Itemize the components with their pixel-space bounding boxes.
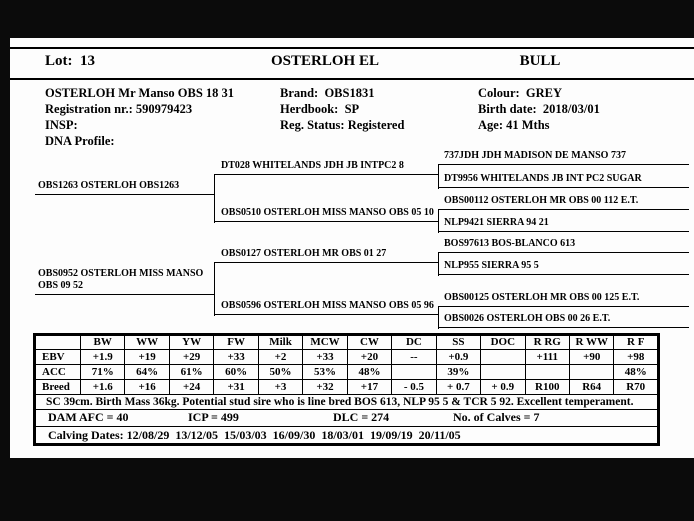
pedigree-connector [214,263,215,316]
pedigree-parent: OBS0952 OSTERLOH MISS MANSO OBS 09 52 [35,268,214,295]
ebv-cell: 39% [436,365,480,380]
header-bottom-rule [10,78,694,80]
ebv-cell: +111 [525,350,569,365]
ebv-cell: +0.9 [436,350,480,365]
ebv-cell: +98 [614,350,659,365]
pedigree-great-grandparent: 737JDH JDH MADISON DE MANSO 737 [438,150,689,165]
sex-label: BULL [519,53,561,69]
ebv-cell [525,365,569,380]
ebv-row-label: Breed [35,380,81,395]
ebv-cell: + 0.7 [436,380,480,395]
header-top-rule [10,47,694,49]
pedigree-connector [438,165,439,189]
animal-name: OSTERLOH Mr Manso OBS 18 31 [45,86,235,100]
ebv-cell: 48% [614,365,659,380]
birth-date-field: Birth date: 2018/03/01 [478,102,600,116]
pedigree-grandparent: OBS0596 OSTERLOH MISS MANSO OBS 05 96 [214,300,438,315]
ebv-cell [569,365,613,380]
ebv-cell: +19 [125,350,169,365]
ebv-cell [481,365,525,380]
insp-field: INSP: [45,118,78,132]
reg-status-field: Reg. Status: Registered [280,118,405,132]
ebv-cell: +24 [169,380,213,395]
remark-text: SC 39cm. Birth Mass 36kg. Potential stud sire who is line bred BOS 613, NLP 95 5 & TCR 5 92. Excellent temperament. [35,395,659,410]
colour-field: Colour: GREY [478,86,563,100]
ebv-cell: +1.9 [81,350,125,365]
dam-afc: DAM AFC = 40 [48,410,129,424]
ebv-cell: +33 [303,350,347,365]
ebv-col-header: Milk [258,335,302,350]
remark-row [35,395,659,410]
ebv-col-header: R F [614,335,659,350]
ebv-cell: +1.6 [81,380,125,395]
ebv-col-header: FW [214,335,258,350]
pedigree-connector [214,175,215,223]
ebv-col-header: MCW [303,335,347,350]
pedigree-parent: OBS1263 OSTERLOH OBS1263 [35,180,214,195]
dam-dlc: DLC = 274 [333,410,390,424]
dam-stats [35,410,659,427]
ebv-cell: 61% [169,365,213,380]
pedigree-grandparent: OBS0127 OSTERLOH MR OBS 01 27 [214,248,438,263]
ebv-header-row [35,335,659,350]
ebv-cell: +31 [214,380,258,395]
animal-title: OSTERLOH EL [271,53,379,69]
ebv-col-header: R RG [525,335,569,350]
calving-label: Calving Dates: [48,427,124,442]
ebv-col-header: DOC [481,335,525,350]
brand-field: Brand: OBS1831 [280,86,375,100]
ebv-col-header: R WW [569,335,613,350]
dam-calves: No. of Calves = 7 [453,410,540,424]
ebv-cell: R70 [614,380,659,395]
ebv-cell: +2 [258,350,302,365]
ebv-col-header: DC [392,335,436,350]
pedigree-great-grandparent: OBS00125 OSTERLOH MR OBS 00 125 E.T. [438,292,689,307]
ebv-cell: - 0.5 [392,380,436,395]
ebv-cell [481,350,525,365]
ebv-row [35,350,659,365]
ebv-cell: 48% [347,365,391,380]
ebv-table [33,333,660,446]
ebv-cell [392,365,436,380]
ebv-cell: +3 [258,380,302,395]
dam-icp: ICP = 499 [188,410,239,424]
pedigree-great-grandparent: OBS00112 OSTERLOH MR OBS 00 112 E.T. [438,195,689,210]
ebv-cell: 71% [81,365,125,380]
ebv-row-label: ACC [35,365,81,380]
ebv-cell: -- [392,350,436,365]
ebv-col-header: WW [125,335,169,350]
acc-row [35,365,659,380]
ebv-cell: 60% [214,365,258,380]
pedigree-connector [438,210,439,233]
ebv-cell: +20 [347,350,391,365]
ebv-cell: R100 [525,380,569,395]
lot-number: Lot: 13 [45,53,95,69]
pedigree-great-grandparent: DT9956 WHITELANDS JB INT PC2 SUGAR [438,173,689,188]
dam-stats-row [35,410,659,427]
pedigree-connector [438,307,439,329]
ebv-cell: +33 [214,350,258,365]
ebv-cell: +90 [569,350,613,365]
ebv-cell: +29 [169,350,213,365]
age-field: Age: 41 Mths [478,118,550,132]
ebv-cell: +32 [303,380,347,395]
ebv-col-header [35,335,81,350]
ebv-cell: + 0.9 [481,380,525,395]
ebv-col-header: SS [436,335,480,350]
pedigree-great-grandparent: NLP9421 SIERRA 94 21 [438,217,689,232]
registration-field: Registration nr.: 590979423 [45,102,193,116]
pedigree-great-grandparent: BOS97613 BOS-BLANCO 613 [438,238,689,253]
pedigree-great-grandparent: OBS0026 OSTERLOH OBS 00 26 E.T. [438,313,689,328]
dna-profile-field: DNA Profile: [45,134,115,148]
pedigree-grandparent: OBS0510 OSTERLOH MISS MANSO OBS 05 10 [214,207,438,222]
ebv-cell: +16 [125,380,169,395]
calving-dates-cell [35,427,659,445]
ebv-cell: +17 [347,380,391,395]
ebv-col-header: BW [81,335,125,350]
ebv-col-header: CW [347,335,391,350]
ebv-cell: 64% [125,365,169,380]
catalog-page [10,38,694,458]
ebv-cell: 50% [258,365,302,380]
pedigree-connector [438,253,439,276]
ebv-row-label: EBV [35,350,81,365]
breed-row [35,380,659,395]
calving-dates: 12/08/29 13/12/05 15/03/03 16/09/30 18/03/01 19/09/19 20/11/05 [126,427,461,442]
herdbook-field: Herdbook: SP [280,102,360,116]
calving-row [35,427,659,445]
pedigree-great-grandparent: NLP955 SIERRA 95 5 [438,260,689,275]
ebv-cell: 53% [303,365,347,380]
ebv-cell: R64 [569,380,613,395]
ebv-col-header: YW [169,335,213,350]
pedigree-grandparent: DT028 WHITELANDS JDH JB INTPC2 8 [214,160,438,175]
